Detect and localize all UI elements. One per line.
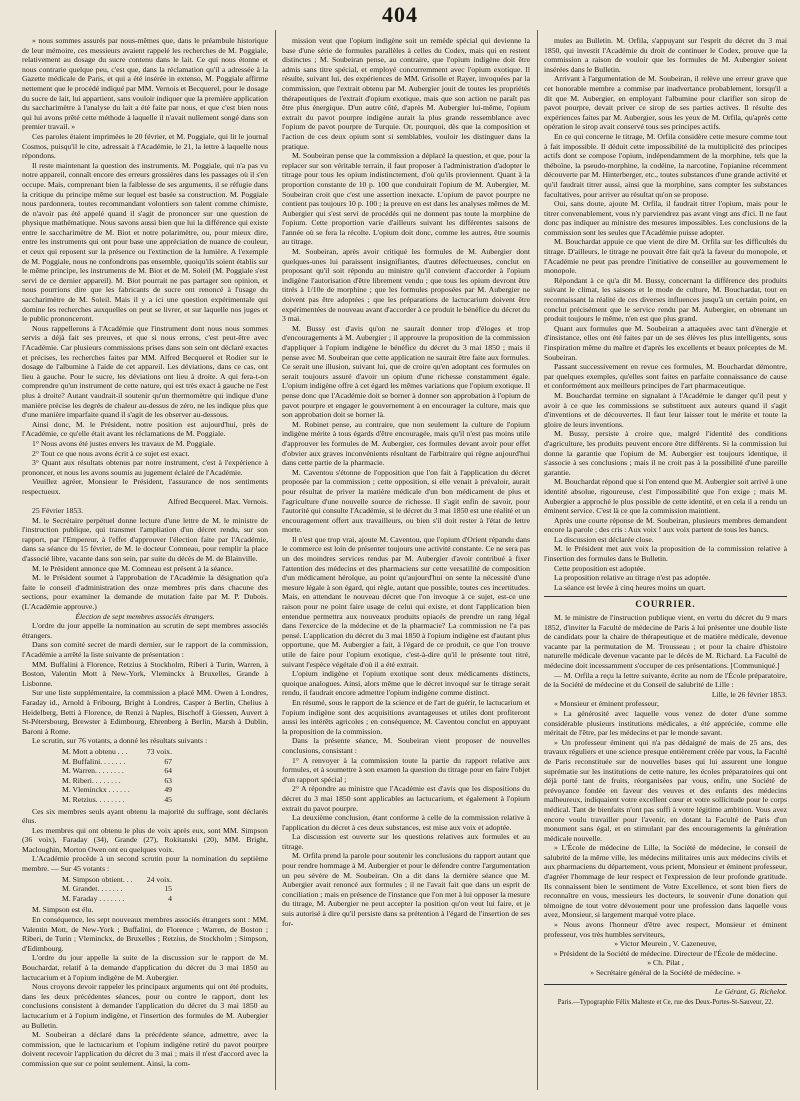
paragraph: M. le Secrétaire perpétuel donne lecture d'une lettre de M. le ministre de l'instruction publique, qui transmet l'ampliation d'un décret rendu, sur son rapport, par l'Empereur, à l'effet d'approuver l'élection faite par l'Académie, dans sa séance du 15 février, de M. le docteur Comneau, pour remplir la place d'associé libre, vacante dans son sein, par suite du décès de M. de Blainville. bbox=[22, 515, 268, 564]
paragraph: M. Orfila prend la parole pour soutenir les conclusions du rapport autant que pour rendre hommage à M. Aubergier et pour le défendre contre l'argumentation un peu sévère de M. Soubeiran. On a dit dans la dernière séance que M. Aubergier avait renoncé aux formules ; il ne l'avait fait que dans un esprit de conciliation ; mais en présence de l'instance que l'on met à lui opposer la mesure du titrage, M. Aubergier ne peut accepter la position qu'on veut lui faire, et je suis autorisé à dire qu'il persiste dans sa prétention à l'égard de l'insertion de ses for- bbox=[282, 851, 530, 928]
paragraph: La discussion est déclarée close. bbox=[554, 534, 654, 544]
date-line: 25 Février 1853. bbox=[32, 506, 84, 516]
paragraph: Veuillez agréer, Monsieur le Président, l'assurance de nos sentiments respectueux. bbox=[22, 477, 268, 496]
vote-results-second bbox=[62, 875, 268, 904]
paragraph: mission veut que l'opium indigène soit un remède spécial qui devienne la base d'une série de formules parallèles à celles du Codex, mais qui en restent distinctes ; M. Soubeiran pense, au contraire, que l'opium indigène doit être admis sans titre spécial, et employé concurremment avec l'opium exotique. Il résulte, suivant lui, des expériences de MM. Grisolle et Rayer, invoquées par la commission, que l'extrait obtenu par M. Aubergier jouit de toutes les propriétés thérapeutiques de l'extrait d'opium exotique, mais que son action ne paraît pas être plus énergique. D'un autre côté, d'après M. Aubergier lui-même, l'opium extrait du pavot pourpre indigène aurait la plus grande ressemblance avec l'opium de pavot pourpre de Turquie. Or, pourquoi, dès que la composition et l'action de ces deux opium sont si semblables, vouloir les distinguer dans la pratique. bbox=[282, 36, 530, 151]
paragraph: Ces paroles étaient imprimées le 20 février, et M. Poggiale, qui lit le journal Cosmos, puisqu'il le cite, adressait à l'Académie, le 21, la lettre à laquelle nous répondons. bbox=[22, 131, 268, 161]
paragraph: L'ordre du jour appelle la suite de la discussion sur le rapport de M. Bouchardat, relatif à la demande d'application du décret du 3 mai 1850 au lactucarium et à l'opium indigène de M. Aubergier. bbox=[22, 953, 268, 982]
paragraph: L'Académie procède à un second scrutin pour la nomination du septième membre. — Sur 45 votants : bbox=[22, 854, 268, 874]
paragraph: M. le Président soumet à l'approbation de l'Académie la désignation qu'a faite le conseil d'administration des onze membres pris dans chacune des sections, pour examiner la demande de mutation faite par M. P. Dubois. (L'Académie approuve.) bbox=[22, 573, 268, 612]
paragraph: La discussion est ouverte sur les questions relatives aux formules et au titrage. bbox=[282, 832, 530, 851]
paragraph: Passant successivement en revue ces formules, M. Bouchardat démontre, par quelques exemples, qu'elles sont faites en parfaite connaissance de cause et conformément aux meilleurs principes de l'art pharmaceutique. bbox=[544, 362, 787, 391]
paragraph: M. Simpson est élu. bbox=[32, 905, 94, 915]
vote-row: M. Grandet. . . . . . . 15 bbox=[62, 884, 172, 894]
column-left bbox=[22, 36, 268, 1088]
paragraph: 1° Nous avons été justes envers les travaux de M. Poggiale. bbox=[32, 438, 216, 448]
paragraph: Il reste maintenant la question des instruments. M. Poggiale, qui n'a pas vu notre appareil, connaît encore des erreurs grossières dans les passages où il s'en occupe. Mais, comprenant bien la faiblesse de ses arguments, il se réfugie dans la critique du principe même sur lequel est basée sa construction. M. Poggiale nous pardonnera, toutes recommandant volontiers son talent comme chimiste, de n'avoir pas été appelé quand il s'agit de prononcer sur une question de physique mathématique. Nous savons aussi bien que lui la différence qui existe entre le saccharimètre de M. Biot et notre polarimètre, ou, pour mieux dire, entre les instruments qui ont pour base une appréciation de nuance de couleur, et ceux qui reposent sur la présence ou l'extinction de la lumière. A l'exemple de M. Poggiale, nous ne confondrons pas ensemble, quoiqu'ils soient établis sur le même principe, les instruments de M. Biot et de M. Soleil (M. Poggiale s'est servi de ce dernier appareil). M. Biot pourrait ne pas partager son opinion, et nous pourrions dire que les fabricants de sucre ont renoncé à l'usage du saccharimètre de M. Soleil. Mais il y a ici une question expérimentale qui domine les recherches auxquelles on peut se livrer, et sur laquelle nos juges et le public prononceront. bbox=[22, 160, 268, 324]
paragraph: 1° A renvoyer à la commission toute la partie du rapport relative aux formules, et à soumettre à son examen la question du titrage pour en faire l'objet d'un rapport spécial ; bbox=[282, 755, 530, 784]
paragraph: » Un professeur éminent qui n'a pas dédaigné de mais de 25 ans, des travaux réguliers et une science presque entièrement créée par vous, la Faculté de Paris reconstituée sur de nouvelles bases qui lui assurent une longue suprématie sur les institutions de cette nature, les écoles préparatoires qui ont déjà porté tant de fruits, réorganisées par vous, enfin, une Société de prévoyance fondée en faveur des veuves et des enfants des médecins malheureux, indiquaient votre excellent cœur et votre sollicitude pour le corps médical. Tant de bienfaits n'ont pas suffi à votre légitime ambition. Vous avez encore voulu travailler pour l'avenir, en dotant la Faculté de Paris d'un monument sans égal, et en stimulant par des encouragements la génération médicale nouvelle. bbox=[544, 737, 787, 843]
paragraph: Dans son comité secret de mardi dernier, sur le rapport de la commission, l'Académie a arrêté la liste suivante de présentation : bbox=[22, 640, 268, 659]
paragraph: L'ordre du jour appelle la nomination au scrutin de sept membres associés étrangers. bbox=[22, 621, 268, 640]
signature: Alfred Becquerel. Max. Vernois. bbox=[167, 496, 268, 506]
paragraph: 3° Quant aux résultats obtenus par notre instrument, c'est à l'expérience à prononcer, et nous les avons soumis au jugement éclairé de l'Académie. bbox=[22, 458, 268, 477]
paragraph: Le scrutin, sur 76 votants, a donné les résultats suivants : bbox=[32, 736, 208, 746]
paragraph: En résumé, sous le rapport de la science et de l'art de guérir, le lactucarium et l'opium indigène sont des acquisitions avantageuses et utiles dont profiteront aussi les intérêts agricoles ; en conséquence, M. Caventou conclut en appuyant la proposition de la commission. bbox=[282, 697, 530, 736]
letter-signatory: » Ch. Pilat , bbox=[647, 958, 684, 968]
paragraph: M. Bouchardat répond que si l'on entend que M. Aubergier soit arrivé à une identité absolue, rigoureuse, c'est l'impossibilité que l'on exige ; mais M. Aubergier a approché le plus possible de cette identité, et en cela il a rendu un éminent service. C'est là ce que la commission maintient. bbox=[544, 477, 787, 516]
paragraph: Il n'est que trop vrai, ajoute M. Caventou, que l'opium d'Orient répandu dans le commerce est loin de présenter toujours une activité constante. Ce ne sera pas un des moindres services rendus par M. Aubergier d'avoir contribué à fixer l'attention des médecins et des pharmaciens sur cette versatilité de composition d'un médicament héroïque, au point qu'aujourd'hui on sente la nécessité d'une mesure légale à son égard, qui règle, autant que possible, toutes ces incertitudes. Mais, en attendant le nouveau décret que l'on invoque à ce sujet, est-ce une raison pour ne point faire usage de celui qui existe, et dont l'application bien entendue permettra aux nouveaux produits opiacés de prendre un rang légal dans l'exercice de la médecine et de la pharmacie? La commission ne l'a pas pensé. L'application du décret du 3 mai 1850 à l'opium indigène est d'autant plus opportune, que M. Aubergier a fait, à l'égard de ce produit, ce que l'on trouve utile de faire pour l'opium exotique, c'est-à-dire qu'il le présente tout titré, suivant l'espèce végétale d'où il a été extrait. bbox=[282, 534, 530, 669]
paragraph: Oui, sans doute, ajoute M. Orfila, il faudrait titrer l'opium, mais pour le titrer convenablement, vous n'y parviendrez pas avant vingt ans d'ici. Il ne faut donc pas indiquer au ministre des mesures impossibles. Les conclusions de la commission sont les seules que l'Académie puisse adopter. bbox=[544, 199, 787, 237]
paragraph: Après une courte réponse de M. Soubeiran, plusieurs membres demandent encore la parole ; des cris : Aux voix ! aux voix partent de tous les bancs. bbox=[544, 515, 787, 535]
paragraph: En conséquence, les sept nouveaux membres associés étrangers sont : MM. Valentin Mott, de New-York ; Buffalini, de Florence ; Warren, de Boston ; Riberi, de Turin ; Vleminckx, de Bruxelles ; Retzius, de Stockholm ; Simpson, d'Edimbourg. bbox=[22, 915, 268, 953]
paragraph: M. Soubeiran a déclaré dans la précédente séance, admettre, avec la commission, que le lactucarium et l'opium indigène retiré du pavot pourpre doivent recevoir l'application du décret du 3 mai ; mais il n'est d'accord avec la commission que sur ce point seulement. Ainsi, la com- bbox=[22, 1030, 268, 1068]
paragraph: L'opium indigène et l'opium exotique sont deux médicaments distincts, quoique analogues. Ainsi, alors même que le décret invoqué sur le titrage serait rendu, il faudrait encore admettre l'opium indigène comme distinct. bbox=[282, 669, 530, 698]
paragraph: Nous rappellerons à l'Académie que l'instrument dont nous nous sommes servis a déjà fait ses preuves, et que si nous errons, c'est peut-être avec l'Académie. Car plusieurs commissions prises dans son sein ont déclaré exactes et précises, les recherches faites par MM. Alfred Becquerel et Rodier sur le dosage de l'albumine à l'aide de cet appareil. Les déviations, dans ce cas, ont lieu à gauche. Pour le sucre, les déviations ont lieu à droite. A qui fera-t-on comprendre qu'un instrument de cette nature, qui est très exact à gauche ne l'est plus à droite? Autant vaudrait-il soutenir qu'un thermomètre qui indique d'une manière précise les degrés de chaleur au-dessus de zéro, ne les indique plus que d'une manière imparfaite quand il s'agit de les observer au-dessous. bbox=[22, 323, 268, 420]
paragraph: La deuxième conclusion, étant conforme à celle de la commission relative à l'application du décret à ces deux substances, est mise aux voix et adoptée. bbox=[282, 813, 530, 832]
paragraph: » La générosité avec laquelle vous venez de doter d'une somme considérable plusieurs institutions médicales, a été appréciée, comme elle méritait de l'être, par les médecins et par le monde savant. bbox=[544, 708, 787, 738]
paragraph: 2° Tout ce que nous avons écrit à ce sujet est exact. bbox=[32, 448, 190, 458]
vote-row: M. Faraday . . . . . . . 4 bbox=[62, 893, 172, 903]
paragraph: Répondant à ce qu'a dit M. Bussy, concernant la différence des produits suivant le climat, les saisons et le mode de culture, M. Bouchardat, tout en reconnaissant la réalité de ces diverses influences jusqu'à un certain point, en conclut précisément que le service rendu par M. Aubergier, en obtenant un produit toujours le même, n'en est que plus grand. bbox=[544, 275, 787, 324]
paragraph: En ce qui concerne le titrage, M. Orfila considère cette mesure comme tout à fait impossible. Il déduit cette impossibilité de la multiplicité des principes actifs dont se compose l'opium, indépendamment de la morphine, tels que la théboïne, la pseudo-morphine, la codéine, la narcotine, l'opianine récemment découverte par M. Hinterberger, etc., toutes substances d'une grande activité et qu'il faudrait titrer aussi, ainsi que la morphine, sans compter les substances facultatives, pour arriver au résultat qu'on se propose. bbox=[544, 131, 787, 199]
paragraph: « Monsieur et éminent professeur, bbox=[554, 699, 659, 709]
paragraph: Sur une liste supplémentaire, la commission a placé MM. Owen à Londres, Faraday id., Arnold à Fribourg, Bright à Londres, Casper à Berlin, Chelius à Heidelberg, Betti à Florence, de Renzi à Naples, Bischoff à Giessen, Auvert à St-Pétersbourg, Brewster à Edimbourg, Ehrenberg à Berlin, Marsh à Dublin, Baroni à Rome. bbox=[22, 688, 268, 736]
paragraph: Ainsi donc, M. le Président, notre position est aujourd'hui, près de l'Académie, ce qu'elle était avant les réclamations de M. Poggiale. bbox=[22, 419, 268, 439]
column-middle bbox=[282, 36, 530, 1088]
vote-results bbox=[62, 747, 268, 805]
vote-row: M. Simpson obtient. . . 24 voix. bbox=[62, 874, 172, 884]
paragraph: La proposition relative au titrage n'est pas adoptée. bbox=[554, 573, 711, 583]
letter-signatory-titles: » Président de la Société de médecine. Directeur de l'École de médecine. bbox=[553, 948, 778, 958]
column-right bbox=[544, 36, 787, 1088]
paragraph: MM. Buffalini à Florence, Retzius à Stockholm, Riberi à Turin, Warren, à Boston, Valentin Mott à New-York, Vleminckx à Bruxelles, Grande à Lisbonne. bbox=[22, 659, 268, 688]
paragraph: Les membres qui ont obtenu le plus de voix après eux, sont MM. Simpson (36 voix), Faraday (34), Grande (27), Rokitanski (20), MM. Bright, Macloughin, Morton Owen ont eu quelques voix. bbox=[22, 825, 268, 854]
paragraph: Quant aux formules que M. Soubeiran a attaquées avec tant d'énergie et d'insistance, elles ont été faites par un de ses élèves les plus intelligents, sous l'inspiration même du maître et d'après les excellents et beaux préceptes de M. Soubeiran. bbox=[544, 323, 787, 362]
paragraph: M. Caventou s'étonne de l'opposition que l'on fait à l'application du décret proposée par la commission ; cette opposition, si elle venait à prévaloir, aurait pour résultat de priver la matière médicale d'un bon médicament de plus et l'agriculture d'une nouvelle source de richesse. Il s'agit enfin de savoir, pour l'autorité qui consulte l'Académie, si le décret du 3 mai 1850 est une réalité et un encouragement offert aux travailleurs, ou bien s'il doit rester à l'état de lettre morte. bbox=[282, 467, 530, 535]
letter-date: Lille, le 26 février 1853. bbox=[711, 689, 787, 699]
printer-imprint: Paris.—Typographie Félix Malteste et Ce, rue des Deux-Portes-St-Sauveur, 22. bbox=[557, 999, 774, 1007]
vote-row: M. Riberi. . . . . . . . 63 bbox=[62, 775, 172, 785]
paragraph: Arrivant à l'argumentation de M. Soubeiran, il relève une erreur grave que cet honorable membre a commise par inadvertance probablement, lorsqu'il a dit que M. Aubergier, en employant l'albumine pour clarifier son sirop de pavot pourpre, devait priver ce sirop de ses parties actives. Il résulte des expériences faites par M. Aubergier, sous les yeux de M. Orfila, qu'après cette opération le sirop avait conservé tous ses principes actifs. bbox=[544, 74, 787, 132]
section-title: Élection de sept membres associés étrangers. bbox=[75, 611, 215, 621]
paragraph: » Nous avons l'honneur d'être avec respect, Monsieur et éminent professeur, vos très humbles serviteurs, bbox=[544, 920, 787, 939]
vote-row: M. Mott a obtenu . . . 73 voix. bbox=[62, 746, 172, 756]
paragraph: M. Bouchardat appuie ce que vient de dire M. Orfila sur les difficultés du titrage. D'ailleurs, le titrage ne pouvait être fait qu'à la faveur du monopole, et l'Académie ne peut pas prendre l'initiative de conseiller au gouvernement le monopole. bbox=[544, 237, 787, 276]
vote-row: M. Buffalini. . . . . . . 67 bbox=[62, 756, 172, 766]
column-divider bbox=[275, 30, 276, 1090]
paragraph: M. Bouchardat termine en signalant à l'Académie le danger qu'il peut y avoir à ce que les commissions se substituent aux auteurs quand il s'agit d'inventions et de découvertes. Il faut leur laisser tout le mérite et toute la gloire de leurs inventions. bbox=[544, 390, 787, 429]
courrier-heading: COURRIER. bbox=[544, 596, 787, 610]
paragraph: Dans la présente séance, M. Soubeiran vient proposer de nouvelles conclusions, consistant : bbox=[282, 736, 530, 755]
paragraph: Nous croyons devoir rappeler les principaux arguments qui ont été produits, dans les deux précédentes séances, pour ou contre le rapport, dont les conclusions consistent à demander l'application du décret du 3 mai 1850 au lactucarium et à l'opium indigène, et l'insertion des formules de M. Aubergier au Bulletin. bbox=[22, 982, 268, 1030]
paragraph: M. Soubeiran pense que la commission a déplacé la question, et que, pour la replacer sur son véritable terrain, il faut proposer à l'administration d'adopter le titrage pour tous les opium indistinctement, d'où qu'ils proviennent. Quant à la proportion constante de 10 p. 100 que conduirait l'opium de M. Aubergier, M. Soubeiran croit que c'est une assertion inexacte. L'opium de pavot pourpre ne contient pas toujours 10 p. 100 ; la preuve en est dans les analyses mêmes de M. Aubergier qui s'est servi de procédés qui ne donnent pas toute la morphine de l'opium. Cette proportion varie d'ailleurs suivant les différentes saisons de l'année où se fera la récolte. L'opium doit donc, comme les autres, être soumis au titrage. bbox=[282, 151, 530, 247]
paragraph: M. le ministre de l'instruction publique vient, en vertu du décret du 9 mars 1852, d'inviter la Faculté de médecine de Paris à lui présenter une double liste de candidats pour la chaire de thérapeutique et de matière médicale, devenue vacante par la permutation de M. Trousseau ; et pour la chaire d'histoire naturelle médicale devenue vacante par le décès de M. Richard. La Faculté de médecine doit incessamment s'occuper de ces présentations. [Communiqué.] bbox=[544, 613, 787, 670]
letter-signatories: » Victor Meurein , V. Cazeneuve, bbox=[614, 939, 717, 949]
paragraph: Ces six membres seuls ayant obtenu la majorité du suffrage, sont déclarés élus. bbox=[22, 806, 268, 826]
column-divider bbox=[537, 30, 538, 1090]
vote-row: M. Vleminckx . . . . . . 49 bbox=[62, 785, 172, 795]
paragraph: M. Soubeiran, après avoir critiqué les formules de M. Aubergier dont quelques-unes lui paraissent insignifiantes, d'autres défectueuses, conclut en proposant qu'il soit répondu au ministre qu'il convient d'accorder à l'opium indigène l'autorisation d'être librement vendu ; que tous les opium devront être titrés à 1/10e de morphine ; que les formules proposées par M. Aubergier ne doivent pas être adoptées ; que les préparations de lactucarium doivent être expérimentées de nouveau avant d'accorder à ce produit le bénéfice du décret du 3 mai. bbox=[282, 247, 530, 324]
paragraph: » nous sommes assurés par nous-mêmes que, dans le préambule historique de leur mémoire, ces messieurs avaient rappelé les recherches de M. Poggiale, relativement au dosage du sucre contenu dans le lait. Ce qui nous étonne et nous contrarie quelque peu, c'est que, dans la réclamation qu'il a adressée à la Gazette médicale de Paris, et qui a été insérée in extenso, M. Poggiale affirme nettement que le procédé indiqué par MM. Vernois et Becquerel, pour le dosage du sucre de lait, lui appartient, sans vouloir indiquer que la première application du saccharimètre à l'analyse du lait a été faite par nous, et que c'est bien nous qui lui avons prêté cette méthode à laquelle il n'avait nullement songé dans son premier travail. » bbox=[22, 36, 268, 132]
paragraph: M. Bussy, persiste à croire que, malgré l'identité des conditions d'agriculture, les produits peuvent encore être différents. Si la commission lui donne la garantie que l'opium de M. Aubergier est toujours identique, il s'associe à ses conclusions ; mais il ne croit pas à la possibilité d'une pareille garantie. bbox=[544, 429, 787, 477]
paragraph: mules au Bulletin. M. Orfila, s'appuyant sur l'esprit du décret du 3 mai 1850, qui investit l'Académie du droit de continuer le Codex, prouve que la commission a raison de vouloir que les formules de M. Aubergier soient insérées dans le Bulletin. bbox=[544, 36, 787, 74]
vote-row: M. Warren. . . . . . . . 64 bbox=[62, 766, 172, 776]
paragraph: 2° A répondre au ministre que l'Académie est d'avis que les dispositions du décret du 3 mai 1850 sont applicables au lactucarium, et également à l'opium extrait du pavot pourpre. bbox=[282, 784, 530, 813]
letter-signatory-title: » Secrétaire général de la Société de médecine. » bbox=[590, 968, 741, 977]
paragraph: » L'École de médecine de Lille, la Société de médecine, le conseil de salubrité de la même ville, les médecins militaires unis aux médecins civils et aux pharmaciens du département, vous prient, Monsieur et éminent professeur, d'agréer l'hommage de leur respect et l'expression de leur profonde gratitude. Ils connaissent bien le sentiment de Votre Excellence, et sont bien fiers de reconnaître en vous, messieurs les docteurs, le souvenir d'une donation qui témoigne de tout votre dévouement pour une profession dans laquelle vous avez, Monsieur, si largement marqué votre place. bbox=[544, 843, 787, 920]
paragraph: Cette proposition est adoptée. bbox=[554, 563, 646, 573]
vote-row: M. Retzius. . . . . . . . 45 bbox=[62, 794, 172, 804]
paragraph: La séance est levée à cinq heures moins un quart. bbox=[554, 582, 706, 592]
page-number: 404 bbox=[382, 2, 418, 27]
paragraph: M. Bussy est d'avis qu'on ne saurait donner trop d'éloges et trop d'encouragements à M. Aubergier ; il approuve la proposition de la commission d'appliquer à l'opium indigène le bénéfice du décret du 3 mai 1850 ; mais il pense avec M. Soubeiran que cette application ne saurait être faite aux formules. Ce serait une illusion, suivant lui, que de croire qu'en adoptant ces formules on serait toujours assuré d'avoir un opium d'une richesse constamment égale. L'opium indigène offre à cet égard les mêmes variations que l'opium exotique. Il pense donc que l'Académie doit se borner à donner son approbation à l'opium de pavot pourpre et engager le gouvernement à en encourager la culture, mais que son approbation doit se borner là. bbox=[282, 323, 530, 420]
gerant-line: Le Gérant, G. Richelot. bbox=[544, 984, 787, 997]
paragraph: M. le Président annonce que M. Comneau est présent à la séance. bbox=[32, 563, 234, 573]
paragraph: — M. Orfila a reçu la lettre suivante, écrite au nom de l'École préparatoire, de la Société de médecine et du Conseil de salubrité de Lille : bbox=[544, 670, 787, 690]
paragraph: M. Robinet pense, au contraire, que non seulement la culture de l'opium indigène mérite à tous égards d'être encouragée, mais qu'il n'est pas moins utile d'approuver les formules de M. Aubergier, ces formules devant avoir pour effet d'obvier aux graves inconvénients résultant de l'arbitraire qui règne aujourd'hui dans cette partie de la pharmacie. bbox=[282, 419, 530, 468]
paragraph: M. le Président met aux voix la proposition de la commission relative à l'insertion des formules dans le Bulletin. bbox=[544, 544, 787, 564]
